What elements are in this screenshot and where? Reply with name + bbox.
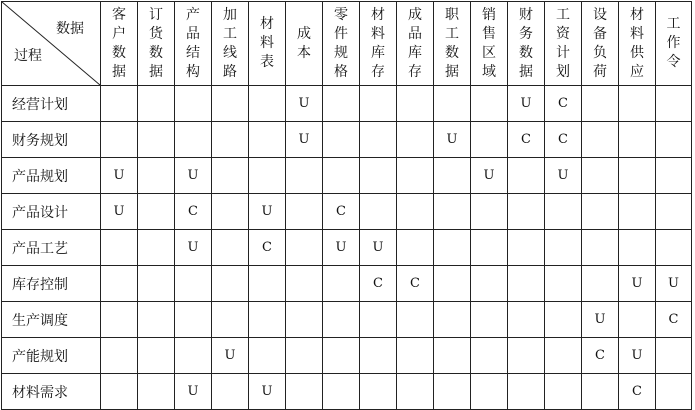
matrix-cell — [286, 158, 323, 194]
matrix-cell: U — [175, 374, 212, 410]
matrix-cell — [656, 374, 692, 410]
matrix-cell — [175, 122, 212, 158]
column-header: 材 料 表 — [249, 2, 286, 86]
matrix-cell — [323, 338, 360, 374]
matrix-cell: C — [360, 266, 397, 302]
matrix-cell — [101, 86, 138, 122]
matrix-cell — [545, 374, 582, 410]
matrix-cell — [434, 374, 471, 410]
matrix-cell — [619, 230, 656, 266]
matrix-cell — [286, 266, 323, 302]
matrix-cell — [434, 302, 471, 338]
column-header: 订 货 数 据 — [138, 2, 175, 86]
matrix-cell: U — [249, 374, 286, 410]
table-row — [2, 266, 692, 302]
corner-process-label: 过程 — [14, 48, 42, 64]
matrix-cell — [582, 230, 619, 266]
corner-data-label: 数据 — [56, 21, 84, 37]
matrix-cell — [619, 158, 656, 194]
table-row — [2, 302, 692, 338]
row-header: 产品工艺 — [2, 230, 101, 266]
matrix-cell — [397, 122, 434, 158]
matrix-cell — [286, 374, 323, 410]
matrix-cell — [508, 374, 545, 410]
matrix-cell: U — [360, 230, 397, 266]
matrix-cell: U — [323, 230, 360, 266]
matrix-cell — [175, 86, 212, 122]
matrix-cell — [286, 302, 323, 338]
matrix-cell — [138, 230, 175, 266]
column-header: 工 资 计 划 — [545, 2, 582, 86]
matrix-cell: U — [619, 338, 656, 374]
matrix-cell — [471, 302, 508, 338]
matrix-cell — [212, 86, 249, 122]
matrix-cell — [323, 374, 360, 410]
row-header: 产品设计 — [2, 194, 101, 230]
matrix-cell: C — [508, 122, 545, 158]
matrix-cell — [582, 194, 619, 230]
table-row — [2, 158, 692, 194]
matrix-cell — [323, 86, 360, 122]
matrix-cell — [619, 122, 656, 158]
column-header: 产 品 结 构 — [175, 2, 212, 86]
matrix-cell — [397, 374, 434, 410]
column-header: 加 工 线 路 — [212, 2, 249, 86]
matrix-cell — [286, 338, 323, 374]
matrix-cell — [434, 86, 471, 122]
corner-header — [2, 2, 101, 86]
matrix-cell — [138, 302, 175, 338]
matrix-cell — [619, 86, 656, 122]
matrix-cell — [138, 194, 175, 230]
matrix-cell: U — [286, 86, 323, 122]
row-header: 财务规划 — [2, 122, 101, 158]
matrix-cell — [101, 302, 138, 338]
table-row — [2, 86, 692, 122]
matrix-cell: C — [582, 338, 619, 374]
matrix-cell: U — [101, 158, 138, 194]
row-header: 生产调度 — [2, 302, 101, 338]
process-data-matrix — [1, 1, 692, 410]
column-header: 职 工 数 据 — [434, 2, 471, 86]
matrix-cell — [249, 122, 286, 158]
matrix-cell — [101, 266, 138, 302]
matrix-cell — [175, 266, 212, 302]
matrix-cell — [656, 230, 692, 266]
matrix-cell: U — [582, 302, 619, 338]
matrix-cell — [656, 158, 692, 194]
matrix-cell — [138, 338, 175, 374]
matrix-cell — [656, 122, 692, 158]
matrix-cell — [323, 158, 360, 194]
table-row — [2, 374, 692, 410]
matrix-cell — [212, 194, 249, 230]
matrix-cell — [508, 194, 545, 230]
table-row — [2, 338, 692, 374]
matrix-cell — [249, 86, 286, 122]
matrix-cell — [286, 194, 323, 230]
row-header: 库存控制 — [2, 266, 101, 302]
matrix-body — [2, 86, 692, 410]
column-header: 销 售 区 域 — [471, 2, 508, 86]
corner-diagonal — [2, 2, 100, 85]
column-header: 财 务 数 据 — [508, 2, 545, 86]
table-row — [2, 194, 692, 230]
column-header: 材 料 供 应 — [619, 2, 656, 86]
matrix-cell — [508, 302, 545, 338]
matrix-cell — [101, 230, 138, 266]
matrix-cell — [471, 230, 508, 266]
column-header: 成 品 库 存 — [397, 2, 434, 86]
matrix-cell — [175, 338, 212, 374]
matrix-cell — [656, 338, 692, 374]
matrix-cell — [471, 122, 508, 158]
matrix-cell: C — [175, 194, 212, 230]
matrix-cell — [323, 302, 360, 338]
matrix-cell: C — [656, 302, 692, 338]
table-row — [2, 230, 692, 266]
column-header: 工 作 令 — [656, 2, 692, 86]
matrix-cell — [249, 266, 286, 302]
matrix-cell: U — [508, 86, 545, 122]
matrix-cell: U — [434, 122, 471, 158]
matrix-cell — [656, 86, 692, 122]
matrix-cell: U — [175, 158, 212, 194]
matrix-cell — [508, 230, 545, 266]
matrix-cell — [249, 338, 286, 374]
column-header: 客 户 数 据 — [101, 2, 138, 86]
matrix-cell — [471, 374, 508, 410]
matrix-cell — [545, 230, 582, 266]
matrix-cell: C — [323, 194, 360, 230]
matrix-cell: C — [619, 374, 656, 410]
matrix-cell — [212, 374, 249, 410]
matrix-cell — [619, 302, 656, 338]
row-header: 产品规划 — [2, 158, 101, 194]
matrix-cell: U — [656, 266, 692, 302]
matrix-cell — [175, 302, 212, 338]
matrix-cell: U — [175, 230, 212, 266]
matrix-cell — [138, 122, 175, 158]
matrix-cell: U — [286, 122, 323, 158]
matrix-cell: U — [101, 194, 138, 230]
matrix-cell — [360, 338, 397, 374]
matrix-cell — [138, 266, 175, 302]
matrix-cell — [545, 338, 582, 374]
column-header: 设 备 负 荷 — [582, 2, 619, 86]
matrix-cell — [138, 158, 175, 194]
matrix-cell — [656, 194, 692, 230]
matrix-cell — [545, 194, 582, 230]
matrix-cell — [397, 230, 434, 266]
matrix-cell: U — [545, 158, 582, 194]
matrix-cell — [508, 266, 545, 302]
matrix-cell — [101, 374, 138, 410]
matrix-cell: U — [212, 338, 249, 374]
matrix-cell: C — [397, 266, 434, 302]
matrix-cell — [582, 266, 619, 302]
column-header: 材 料 库 存 — [360, 2, 397, 86]
matrix-cell — [360, 86, 397, 122]
row-header: 材料需求 — [2, 374, 101, 410]
matrix-cell — [101, 122, 138, 158]
matrix-cell: C — [545, 122, 582, 158]
matrix-cell: C — [545, 86, 582, 122]
matrix-cell — [508, 158, 545, 194]
matrix-cell — [360, 302, 397, 338]
matrix-cell — [397, 86, 434, 122]
matrix-cell — [212, 230, 249, 266]
matrix-cell — [434, 158, 471, 194]
matrix-cell: U — [471, 158, 508, 194]
matrix-cell — [360, 122, 397, 158]
matrix-cell — [619, 194, 656, 230]
matrix-cell — [508, 338, 545, 374]
matrix-cell — [212, 266, 249, 302]
column-header: 零 件 规 格 — [323, 2, 360, 86]
matrix-cell — [582, 122, 619, 158]
matrix-cell — [434, 230, 471, 266]
matrix-cell — [471, 86, 508, 122]
matrix-cell — [360, 194, 397, 230]
matrix-cell — [323, 122, 360, 158]
matrix-cell — [471, 338, 508, 374]
matrix-cell — [582, 158, 619, 194]
matrix-cell — [471, 194, 508, 230]
matrix-cell — [212, 158, 249, 194]
matrix-cell — [138, 374, 175, 410]
matrix-cell — [397, 302, 434, 338]
matrix-cell — [545, 302, 582, 338]
matrix-cell — [397, 338, 434, 374]
row-header: 经营计划 — [2, 86, 101, 122]
matrix-cell — [323, 266, 360, 302]
matrix-cell — [434, 338, 471, 374]
matrix-cell — [545, 266, 582, 302]
matrix-cell — [434, 194, 471, 230]
matrix-cell — [286, 230, 323, 266]
matrix-cell — [397, 158, 434, 194]
matrix-cell — [582, 374, 619, 410]
matrix-cell — [360, 374, 397, 410]
matrix-cell — [138, 86, 175, 122]
matrix-cell — [101, 338, 138, 374]
table-row — [2, 122, 692, 158]
matrix-cell: C — [249, 230, 286, 266]
matrix-cell — [249, 302, 286, 338]
row-header: 产能规划 — [2, 338, 101, 374]
matrix-cell — [249, 158, 286, 194]
matrix-cell — [212, 302, 249, 338]
matrix-cell: U — [249, 194, 286, 230]
matrix-cell — [212, 122, 249, 158]
matrix-cell — [434, 266, 471, 302]
matrix-cell — [582, 86, 619, 122]
matrix-cell: U — [619, 266, 656, 302]
matrix-cell — [471, 266, 508, 302]
matrix-cell — [360, 158, 397, 194]
header-row — [2, 2, 692, 86]
column-header: 成 本 — [286, 2, 323, 86]
matrix-cell — [397, 194, 434, 230]
